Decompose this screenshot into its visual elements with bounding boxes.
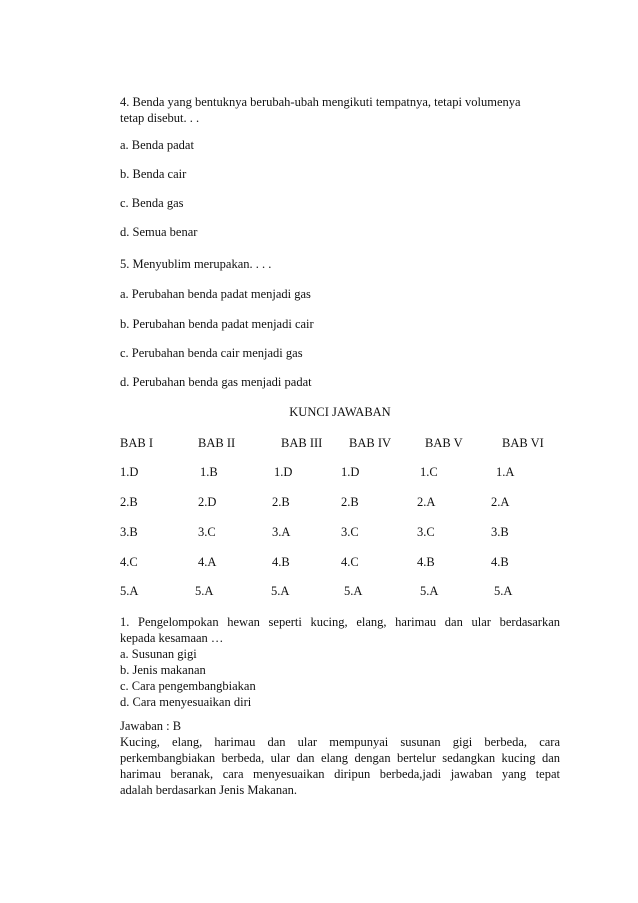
answer-key-cell: 4.C: [341, 555, 359, 569]
answer-key-cell: 3.C: [341, 525, 359, 539]
answer-key-header: BAB III: [281, 436, 323, 450]
question-4-option-d: d. Semua benar: [120, 225, 198, 239]
answer-key-cell: 3.C: [417, 525, 435, 539]
answer-key-cell: 5.A: [271, 584, 290, 598]
answer-key-cell: 4.A: [198, 555, 217, 569]
answer-explanation: [120, 734, 560, 798]
question-1-text-line2: kepada kesamaan …: [120, 631, 224, 645]
answer-explanation-line: perkembangbiakan berbeda, ular dan elang dengan bertelur sedangkan kucing dan: [120, 751, 560, 765]
answer-label: Jawaban : B: [120, 719, 182, 733]
question-4-option-b: b. Benda cair: [120, 167, 187, 181]
question-4-text-line1: 4. Benda yang bentuknya berubah-ubah mengikuti tempatnya, tetapi volumenya: [120, 95, 521, 109]
answer-key-cell: 4.B: [417, 555, 435, 569]
answer-key-cell: 5.A: [344, 584, 363, 598]
answer-key-cell: 2.B: [120, 495, 138, 509]
answer-key-title: KUNCI JAWABAN: [289, 405, 391, 419]
question-1-option-b: b. Jenis makanan: [120, 663, 206, 677]
answer-key-cell: 2.D: [198, 495, 217, 509]
answer-key-cell: 2.B: [341, 495, 359, 509]
answer-key-cell: 3.C: [198, 525, 216, 539]
answer-key-cell: 4.B: [272, 555, 290, 569]
question-4-text-line2: tetap disebut. . .: [120, 111, 200, 125]
question-5-option-d: d. Perubahan benda gas menjadi padat: [120, 375, 312, 389]
question-5-option-b: b. Perubahan benda padat menjadi cair: [120, 317, 314, 331]
answer-key-header: BAB II: [198, 436, 236, 450]
question-1-text: [120, 614, 560, 646]
question-1-option-c: c. Cara pengembangbiakan: [120, 679, 256, 693]
answer-key-cell: 2.A: [417, 495, 436, 509]
question-1-text-line1: 1. Pengelompokan hewan seperti kucing, elang, harimau dan ular berdasarkan: [120, 615, 560, 629]
answer-key-cell: 1.D: [341, 465, 360, 479]
answer-explanation-line: adalah berdasarkan Jenis Makanan.: [120, 783, 298, 797]
answer-explanation-line: harimau beranak, cara menyesuaikan diripun berbeda,jadi jawaban yang tepat: [120, 767, 560, 781]
answer-explanation-line: Kucing, elang, harimau dan ular mempunyai susunan gigi berbeda, cara: [120, 735, 560, 749]
answer-key-cell: 1.B: [200, 465, 218, 479]
answer-key-header: BAB I: [120, 436, 153, 450]
answer-key-cell: 2.B: [272, 495, 290, 509]
answer-key-header: BAB V: [425, 436, 463, 450]
question-5-option-a: a. Perubahan benda padat menjadi gas: [120, 287, 311, 301]
answer-key-cell: 1.D: [120, 465, 139, 479]
answer-key-cell: 5.A: [494, 584, 513, 598]
answer-key-cell: 3.B: [491, 525, 509, 539]
question-1-option-a: a. Susunan gigi: [120, 647, 197, 661]
answer-key-cell: 5.A: [420, 584, 439, 598]
answer-key-header: BAB IV: [349, 436, 392, 450]
answer-key-cell: 5.A: [195, 584, 214, 598]
answer-key-cell: 3.A: [272, 525, 291, 539]
question-4-option-c: c. Benda gas: [120, 196, 184, 210]
answer-key-cell: 2.A: [491, 495, 510, 509]
answer-key-cell: 4.B: [491, 555, 509, 569]
question-1-option-d: d. Cara menyesuaikan diri: [120, 695, 252, 709]
question-5-text: 5. Menyublim merupakan. . . .: [120, 257, 272, 271]
question-5-option-c: c. Perubahan benda cair menjadi gas: [120, 346, 303, 360]
answer-key-header: BAB VI: [502, 436, 544, 450]
answer-key-cell: 1.A: [496, 465, 515, 479]
answer-key-cell: 5.A: [120, 584, 139, 598]
question-4-option-a: a. Benda padat: [120, 138, 194, 152]
answer-key-cell: 1.C: [420, 465, 438, 479]
answer-key-cell: 1.D: [274, 465, 293, 479]
answer-key-cell: 3.B: [120, 525, 138, 539]
answer-key-cell: 4.C: [120, 555, 138, 569]
